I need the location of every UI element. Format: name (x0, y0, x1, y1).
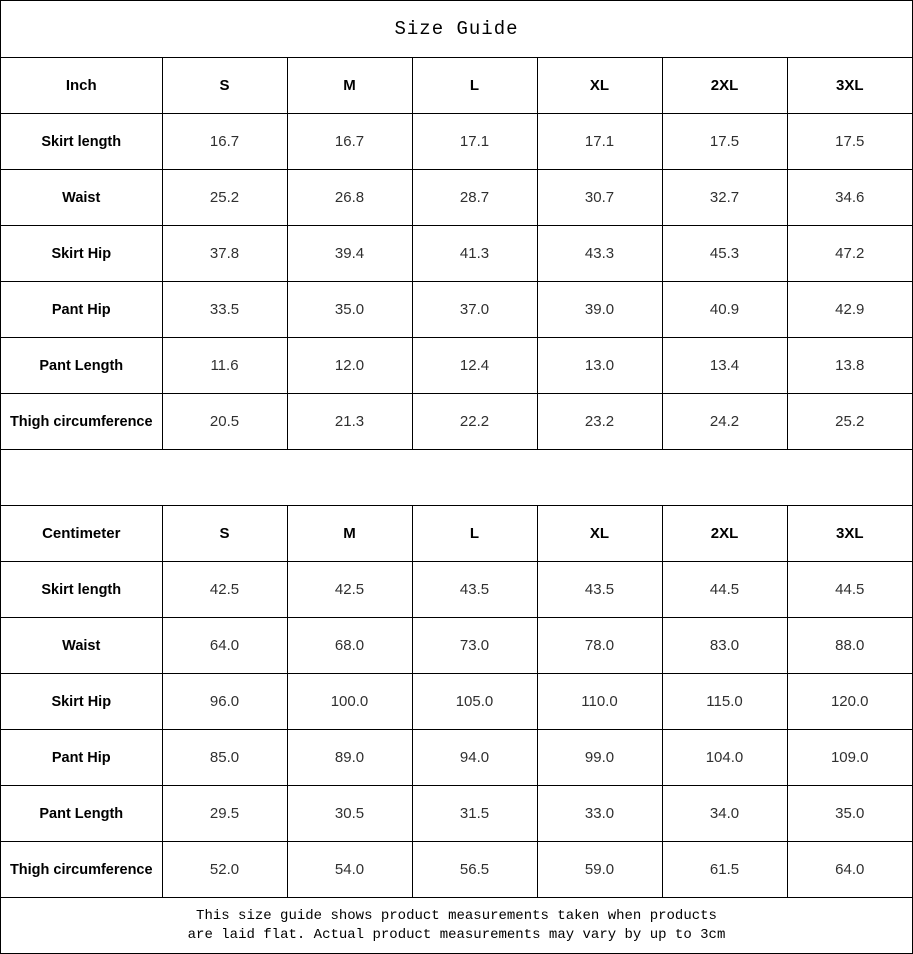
value-cell: 13.0 (537, 338, 662, 394)
value-cell: 42.5 (162, 562, 287, 618)
unit-header-cell: Centimeter (1, 506, 162, 562)
value-cell: 59.0 (537, 842, 662, 898)
value-cell: 30.5 (287, 786, 412, 842)
value-cell: 20.5 (162, 394, 287, 450)
row-label: Pant Length (1, 786, 162, 842)
row-label: Thigh circumference (1, 842, 162, 898)
value-cell: 68.0 (287, 618, 412, 674)
value-cell: 13.4 (662, 338, 787, 394)
row-label: Waist (1, 618, 162, 674)
size-header-xl: XL (537, 58, 662, 114)
value-cell: 56.5 (412, 842, 537, 898)
row-label: Pant Length (1, 338, 162, 394)
size-header-2xl: 2XL (662, 58, 787, 114)
size-header-s: S (162, 58, 287, 114)
row-label: Skirt length (1, 114, 162, 170)
size-header-m: M (287, 58, 412, 114)
value-cell: 26.8 (287, 170, 412, 226)
size-header-s: S (162, 506, 287, 562)
page-title-text: Size Guide (394, 18, 519, 40)
footer-note-line-2: are laid flat. Actual product measurements may vary by up to 3cm (187, 926, 726, 943)
value-cell: 34.0 (662, 786, 787, 842)
size-header-2xl: 2XL (662, 506, 787, 562)
value-cell: 23.2 (537, 394, 662, 450)
value-cell: 96.0 (162, 674, 287, 730)
value-cell: 35.0 (287, 282, 412, 338)
value-cell: 35.0 (787, 786, 912, 842)
value-cell: 52.0 (162, 842, 287, 898)
row-label: Pant Hip (1, 730, 162, 786)
row-label: Waist (1, 170, 162, 226)
footer-note-line-1: This size guide shows product measurements taken when products (196, 907, 717, 924)
table-row (1, 114, 912, 170)
value-cell: 17.1 (537, 114, 662, 170)
size-header-xl: XL (537, 506, 662, 562)
value-cell: 17.5 (787, 114, 912, 170)
table-row (1, 618, 912, 674)
inch-table (1, 58, 912, 450)
row-label: Skirt Hip (1, 226, 162, 282)
table-row (1, 730, 912, 786)
value-cell: 16.7 (162, 114, 287, 170)
value-cell: 120.0 (787, 674, 912, 730)
table-gap-spacer (1, 450, 912, 506)
value-cell: 30.7 (537, 170, 662, 226)
value-cell: 17.1 (412, 114, 537, 170)
value-cell: 16.7 (287, 114, 412, 170)
table-row (1, 786, 912, 842)
value-cell: 37.8 (162, 226, 287, 282)
value-cell: 43.3 (537, 226, 662, 282)
table-row (1, 562, 912, 618)
value-cell: 22.2 (412, 394, 537, 450)
value-cell: 25.2 (162, 170, 287, 226)
size-header-l: L (412, 506, 537, 562)
table-row (1, 338, 912, 394)
value-cell: 41.3 (412, 226, 537, 282)
value-cell: 110.0 (537, 674, 662, 730)
value-cell: 85.0 (162, 730, 287, 786)
value-cell: 28.7 (412, 170, 537, 226)
value-cell: 39.4 (287, 226, 412, 282)
value-cell: 100.0 (287, 674, 412, 730)
size-header-m: M (287, 506, 412, 562)
value-cell: 47.2 (787, 226, 912, 282)
value-cell: 12.4 (412, 338, 537, 394)
value-cell: 43.5 (537, 562, 662, 618)
table-row (1, 170, 912, 226)
table-row (1, 674, 912, 730)
row-label: Skirt length (1, 562, 162, 618)
size-header-l: L (412, 58, 537, 114)
value-cell: 83.0 (662, 618, 787, 674)
value-cell: 94.0 (412, 730, 537, 786)
value-cell: 54.0 (287, 842, 412, 898)
value-cell: 13.8 (787, 338, 912, 394)
value-cell: 44.5 (662, 562, 787, 618)
value-cell: 45.3 (662, 226, 787, 282)
table-row (1, 282, 912, 338)
value-cell: 31.5 (412, 786, 537, 842)
size-header-3xl: 3XL (787, 506, 912, 562)
value-cell: 99.0 (537, 730, 662, 786)
table-row (1, 394, 912, 450)
value-cell: 24.2 (662, 394, 787, 450)
value-cell: 37.0 (412, 282, 537, 338)
value-cell: 64.0 (787, 842, 912, 898)
centimeter-header-row (1, 506, 912, 562)
value-cell: 29.5 (162, 786, 287, 842)
value-cell: 104.0 (662, 730, 787, 786)
value-cell: 34.6 (787, 170, 912, 226)
page-title (1, 1, 912, 58)
inch-header-row (1, 58, 912, 114)
size-header-3xl: 3XL (787, 58, 912, 114)
value-cell: 42.5 (287, 562, 412, 618)
value-cell: 64.0 (162, 618, 287, 674)
table-row (1, 226, 912, 282)
value-cell: 32.7 (662, 170, 787, 226)
value-cell: 109.0 (787, 730, 912, 786)
value-cell: 21.3 (287, 394, 412, 450)
value-cell: 88.0 (787, 618, 912, 674)
footer-note (1, 898, 912, 953)
value-cell: 44.5 (787, 562, 912, 618)
unit-header-cell: Inch (1, 58, 162, 114)
value-cell: 115.0 (662, 674, 787, 730)
value-cell: 105.0 (412, 674, 537, 730)
centimeter-table (1, 506, 912, 898)
value-cell: 78.0 (537, 618, 662, 674)
value-cell: 61.5 (662, 842, 787, 898)
row-label: Skirt Hip (1, 674, 162, 730)
value-cell: 39.0 (537, 282, 662, 338)
value-cell: 33.5 (162, 282, 287, 338)
row-label: Pant Hip (1, 282, 162, 338)
value-cell: 25.2 (787, 394, 912, 450)
value-cell: 73.0 (412, 618, 537, 674)
value-cell: 40.9 (662, 282, 787, 338)
value-cell: 33.0 (537, 786, 662, 842)
value-cell: 89.0 (287, 730, 412, 786)
value-cell: 17.5 (662, 114, 787, 170)
value-cell: 43.5 (412, 562, 537, 618)
row-label: Thigh circumference (1, 394, 162, 450)
value-cell: 11.6 (162, 338, 287, 394)
table-row (1, 842, 912, 898)
value-cell: 12.0 (287, 338, 412, 394)
value-cell: 42.9 (787, 282, 912, 338)
